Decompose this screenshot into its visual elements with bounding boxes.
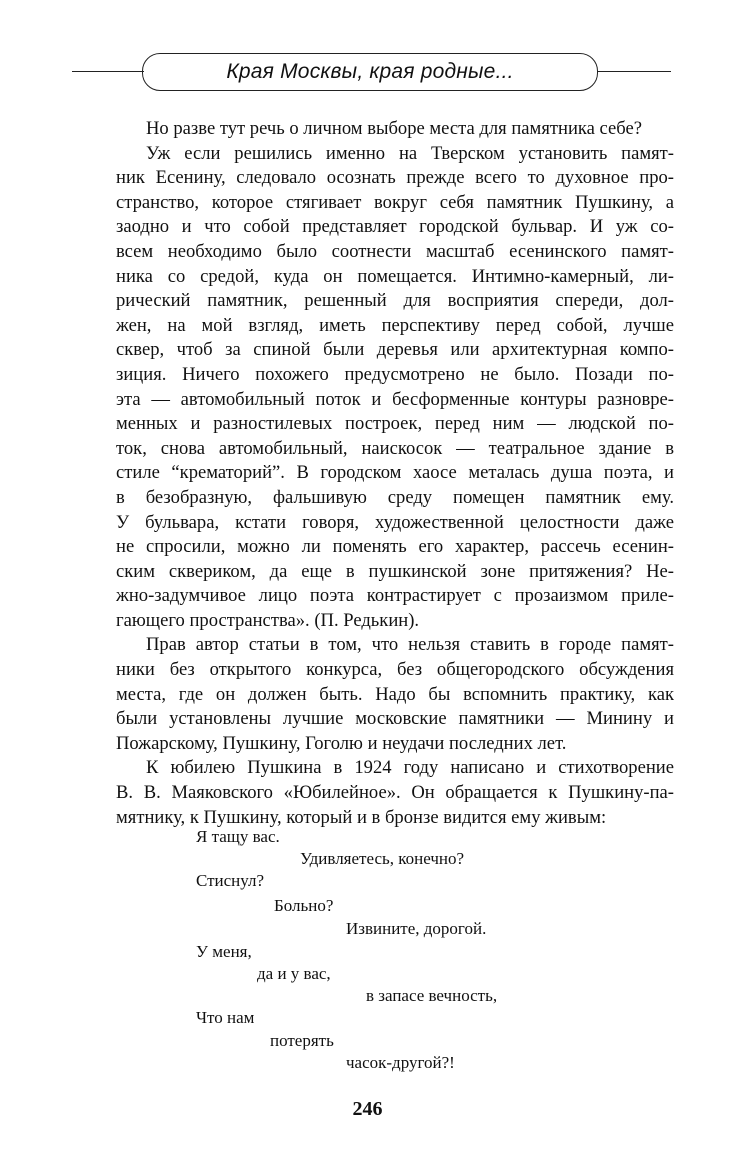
text-line: сквер, чтоб за спиной были деревья или архитектурная компо-: [116, 339, 674, 361]
poem-line: да и у вас,: [257, 964, 331, 983]
poem-line: У меня,: [196, 942, 252, 961]
text-line: К юбилею Пушкина в 1924 году написано и стихотворение: [146, 757, 674, 779]
text-line: мятнику, к Пушкину, который и в бронзе видится ему живым:: [116, 806, 607, 828]
text-line: ник Есенину, следовало осознать прежде всего то духовное про-: [116, 167, 674, 189]
poem-line: Удивляетесь, конечно?: [300, 849, 465, 868]
text-line: зиция. Ничего похожего предусмотрено не было. Позади по-: [116, 363, 674, 385]
text-line: странство, которое стягивает вокруг себя памятник Пушкину, а: [116, 191, 674, 213]
text-line: не спросили, можно ли поменять его характер, рассечь есенин-: [116, 536, 674, 558]
text-line: жно-задумчивое лицо поэта контрастирует с прозаизмом приле-: [116, 585, 674, 607]
text-line: заодно и что собой представляет городской бульвар. И уж со-: [116, 216, 674, 238]
paragraph-3: [86, 633, 674, 756]
text-line: всем необходимо было соотнести масштаб есенинского памят-: [116, 240, 674, 262]
text-line: Пожарскому, Пушкину, Гоголю и неудачи последних лет.: [116, 732, 567, 754]
poem-line: Я тащу вас.: [196, 827, 280, 846]
text-line: ника со средой, куда он помещается. Интимно-камерный, ли-: [116, 265, 674, 287]
poem-line: потерять: [270, 1031, 334, 1050]
text-line: рический памятник, решенный для восприятия спереди, дол-: [116, 290, 674, 312]
header-rule-left: [72, 71, 144, 72]
paragraph-2: [86, 142, 674, 634]
text-line: в безобразную, фальшивую среду помещен памятник ему.: [116, 486, 674, 508]
text-line: Уж если решились именно на Тверском установить памят-: [146, 142, 674, 164]
text-line: Прав автор статьи в том, что нельзя ставить в городе памят-: [146, 634, 674, 656]
page-number: 246: [352, 1098, 383, 1120]
poem-line: Извините, дорогой.: [346, 919, 487, 938]
text-line: менных и разностилевых построек, перед ним — людской по-: [116, 413, 674, 435]
text-line: ток, снова автомобильный, наискосок — театральное здание в: [116, 437, 674, 459]
text-line: У бульвара, кстати говоря, художественной целостности даже: [116, 511, 674, 533]
poem-line: часок-другой?!: [346, 1053, 455, 1072]
body-text: [86, 117, 674, 830]
text-line: были установлены лучшие московские памятники — Минину и: [116, 708, 674, 730]
text-line: Но разве тут речь о личном выборе места для памятника себе?: [146, 118, 643, 139]
text-line: ским сквериком, да еще в пушкинской зоне притяжения? Не-: [116, 560, 674, 582]
text-line: гающего пространства». (П. Редькин).: [116, 609, 420, 631]
paragraph-4: [86, 756, 674, 830]
text-line: В. В. Маяковского «Юбилейное». Он обращается к Пушкину-па-: [116, 782, 674, 804]
text-line: жен, на мой взгляд, иметь перспективу перед собой, лучше: [116, 314, 674, 336]
poem-line: Больно?: [274, 896, 334, 915]
poem-line: в запасе вечность,: [366, 986, 498, 1005]
text-line: ники без открытого конкурса, без общегородского обсуждения: [116, 659, 674, 681]
running-header: [142, 53, 598, 91]
poem-line: Что нам: [196, 1008, 255, 1027]
text-line: места, где он должен быть. Надо бы вспомнить практику, как: [116, 683, 674, 705]
text-line: стиле “крематорий”. В городском хаосе металась душа поэта, и: [116, 462, 674, 484]
text-line: эта — автомобильный поток и бесформенные контуры разновре-: [116, 388, 674, 410]
running-header-title: Края Москвы, края родные...: [226, 60, 514, 83]
header-rule-right: [597, 71, 671, 72]
paragraph-1: [86, 117, 674, 142]
poem-line: Стиснул?: [196, 871, 265, 890]
